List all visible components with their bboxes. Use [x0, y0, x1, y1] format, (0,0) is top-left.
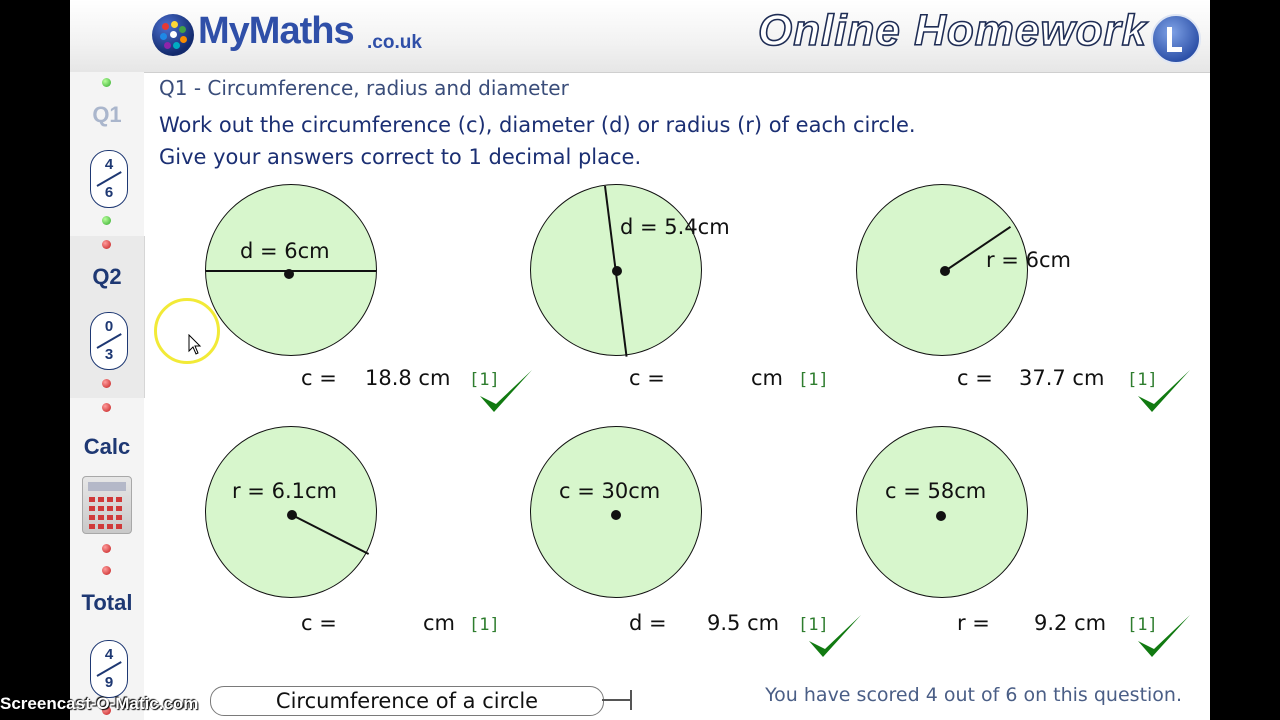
score-total: 3 [104, 346, 114, 363]
sidebar-item-label: Q2 [92, 264, 122, 289]
marks-label: [1] [798, 615, 829, 635]
answer-value[interactable]: 9.2 cm [1034, 611, 1107, 635]
answer-label: d = [629, 611, 667, 635]
sidebar-item-calc[interactable] [70, 402, 144, 556]
answer-label: r = [957, 611, 990, 635]
centre-dot [611, 510, 621, 520]
app-logo-icon[interactable] [1151, 14, 1201, 64]
correct-tick-icon [805, 609, 865, 665]
marks-label: [1] [469, 370, 500, 390]
marks-label: [1] [469, 615, 500, 635]
score-status: You have scored 4 out of 6 on this question. [765, 684, 1182, 706]
sidebar-item-q2[interactable] [70, 236, 145, 398]
given-measurement: c = 58cm [885, 479, 987, 503]
topic-title: Circumference of a circle [275, 689, 539, 713]
answer-label: c = [629, 366, 665, 390]
status-dot-icon [102, 566, 111, 575]
score-badge [90, 640, 128, 698]
brand-suffix: .co.uk [367, 32, 422, 53]
status-dot-icon [102, 403, 111, 412]
screencast-watermark: Screencast-O-Matic.com [0, 694, 199, 713]
answer-label: c = [957, 366, 993, 390]
brand-name: MyMaths [198, 10, 354, 52]
status-dot-icon [102, 216, 111, 225]
answer-value[interactable]: 18.8 cm [365, 366, 451, 390]
question-instruction: Work out the circumference (c), diameter (d) or radius (r) of each circle. [159, 113, 916, 137]
score-value: 4 [104, 156, 114, 173]
header-bar [70, 0, 1210, 73]
marks-label: [1] [798, 370, 829, 390]
score-value: 4 [104, 646, 114, 663]
given-measurement: d = 6cm [240, 239, 330, 263]
centre-dot [284, 269, 294, 279]
question-sidebar [70, 72, 144, 720]
sidebar-item-label: Total [81, 590, 133, 615]
centre-dot [287, 510, 297, 520]
centre-dot [936, 511, 946, 521]
answer-label: c = [301, 366, 337, 390]
given-measurement: r = 6.1cm [232, 479, 337, 503]
centre-dot [940, 266, 950, 276]
score-badge [90, 312, 128, 370]
status-dot-icon [102, 78, 111, 87]
footer-connector [630, 690, 632, 710]
sidebar-item-label: Calc [83, 434, 131, 459]
status-dot-icon [102, 240, 111, 249]
status-dot-icon [102, 379, 111, 388]
status-dot-icon [102, 544, 111, 553]
calculator-icon[interactable] [82, 476, 132, 534]
answer-label: c = [301, 611, 337, 635]
given-measurement: r = 6cm [986, 248, 1071, 272]
marks-label: [1] [1127, 615, 1158, 635]
score-total: 9 [104, 674, 114, 691]
given-measurement: c = 30cm [559, 479, 661, 503]
question-instruction: Give your answers correct to 1 decimal place. [159, 145, 642, 169]
question-title: Q1 - Circumference, radius and diameter [159, 76, 569, 100]
answer-value[interactable]: 9.5 cm [707, 611, 780, 635]
marks-label: [1] [1127, 370, 1158, 390]
sidebar-item-q1[interactable] [70, 72, 144, 228]
given-measurement: d = 5.4cm [620, 215, 730, 239]
mymaths-logo-icon [152, 14, 194, 56]
topic-title-bar [210, 686, 604, 716]
cursor-highlight [154, 298, 220, 364]
correct-tick-icon [476, 364, 536, 420]
answer-value[interactable]: 37.7 cm [1019, 366, 1105, 390]
correct-tick-icon [1134, 364, 1194, 420]
score-total: 6 [104, 184, 114, 201]
answer-unit: cm [423, 611, 456, 635]
footer-connector [602, 699, 630, 701]
answer-unit: cm [751, 366, 784, 390]
homework-window [70, 0, 1210, 720]
centre-dot [612, 266, 622, 276]
score-value: 0 [104, 318, 114, 335]
mouse-pointer-icon [188, 334, 202, 356]
sidebar-item-label: Q1 [92, 102, 122, 127]
page-title: Online Homework [758, 6, 1148, 55]
score-badge [90, 150, 128, 208]
correct-tick-icon [1134, 609, 1194, 665]
